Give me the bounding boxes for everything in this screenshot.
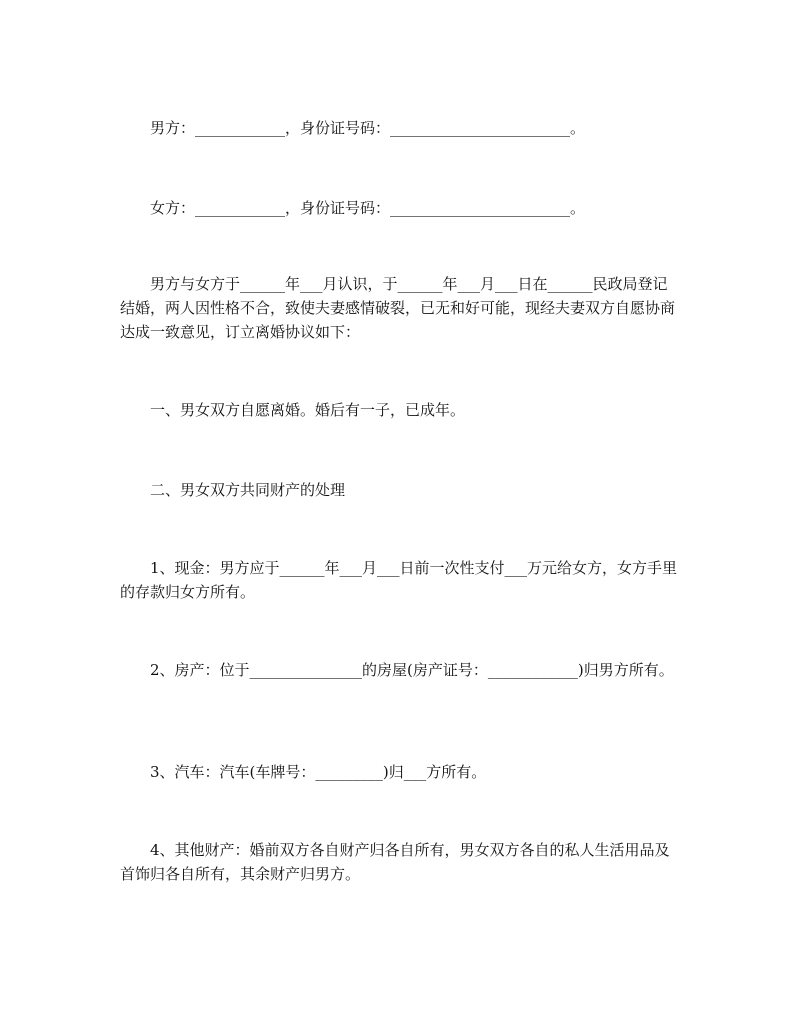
female-party-line: 女方：____________，身份证号码：________________________。 <box>150 199 586 217</box>
clause-real-estate: 2、房产：位于_______________的房屋(房产证号：____________)归男方所有。 <box>150 661 674 679</box>
clause-vehicle: 3、汽车：汽车(车牌号：_________)归___方所有。 <box>150 763 487 781</box>
clause-property-heading: 二、男女双方共同财产的处理 <box>150 481 346 499</box>
clause-divorce-agreement: 一、男女双方自愿离婚。婚后有一子，已成年。 <box>150 401 466 419</box>
male-party-line: 男方：____________，身份证号码：________________________。 <box>150 119 586 137</box>
clause-other-property: 4、其他财产：婚前双方各自财产归各自所有，男女双方各自的私人生活用品及首饰归各自所有，其余财产归男方。 <box>120 841 670 883</box>
clause-cash: 1、现金：男方应于______年___月___日前一次性支付___万元给女方，女方手里的存款归女方所有。 <box>120 559 678 601</box>
marriage-background-paragraph: 男方与女方于______年___月认识，于______年___月___日在______民政局登记结婚，两人因性格不合，致使夫妻感情破裂，已无和好可能，现经夫妻双方自愿协商达成一致意见，订立离婚协议如下： <box>120 275 676 341</box>
